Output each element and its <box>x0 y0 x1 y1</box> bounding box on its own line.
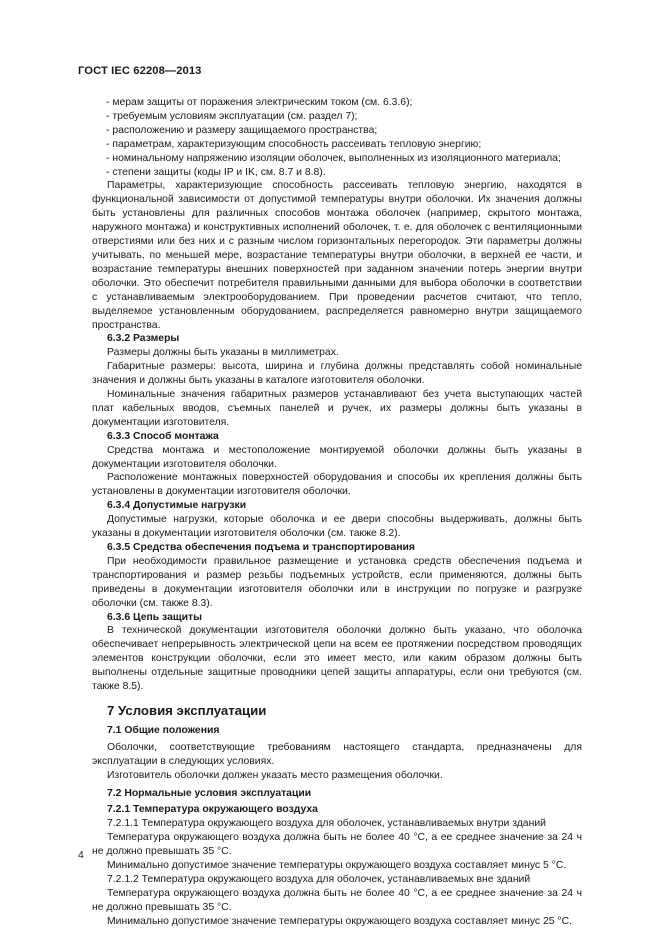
list-item: - расположению и размеру защищаемого пространства; <box>106 124 378 136</box>
paragraph: Допустимые нагрузки, которые оболочка и ее двери способны выдерживать, должны быть указаны в документации изготовителя оболочки (см. также 8.2). <box>92 514 582 540</box>
subsection-title-6-3-5: 6.3.5 Средства обеспечения подъема и транспортирования <box>107 542 415 553</box>
paragraph: Минимально допустимое значение температуры окружающего воздуха составляет минус 25 °С. <box>107 915 572 927</box>
paragraph: Средства монтажа и местоположение монтируемой оболочки должны быть указаны в документации изготовителя оболочки. <box>92 444 582 470</box>
list-item: - требуемым условиям эксплуатации (см. раздел 7); <box>106 110 358 122</box>
list-item: - номинальному напряжению изоляции оболочек, выполненных из изоляционного материала; <box>106 152 561 164</box>
list-item: - мерам защиты от поражения электрическим током (см. 6.3.6); <box>106 97 413 108</box>
section-title-7: 7 Условия эксплуатации <box>107 702 267 718</box>
paragraph: Изготовитель оболочки должен указать место размещения оболочки. <box>107 769 443 781</box>
paragraph: Размеры должны быть указаны в миллиметрах. <box>107 347 339 359</box>
paragraph: Номинальные значения габаритных размеров устанавливают без учета выступающих частей плат кабельных вводов, съемных панелей и ручек, их размеры должны быть указаны в документации изготовителя. <box>92 389 582 428</box>
paragraph: В технической документации изготовителя оболочки должно быть указано, что оболочка обеспечивает непрерывность электрической цепи на всем ее протяжении посредством проводящих элементов конструкции оболочки, если это имеет место, или каким образом должны быть выполнены отдельные защитные проводники цепей защиты аппаратуры, если они требуются (см. также 8.5). <box>92 625 582 693</box>
paragraph: Минимально допустимое значение температуры окружающего воздуха составляет минус 5 °С. <box>107 860 567 872</box>
document-body <box>92 96 582 929</box>
subsection-title-6-3-2: 6.3.2 Размеры <box>107 333 180 345</box>
subsection-title-6-3-3: 6.3.3 Способ монтажа <box>107 430 219 442</box>
clause-title-7-2: 7.2 Нормальные условия эксплуатации <box>107 787 312 799</box>
list-item: - степени защиты (коды IP и IK, см. 8.7 и 8.8). <box>106 166 326 178</box>
paragraph: Расположение монтажных поверхностей оборудования и способы их крепления должны быть установлены в документации изготовителя оболочки. <box>92 472 582 498</box>
document-header: ГОСТ IEC 62208—2013 <box>78 65 202 77</box>
paragraph: Оболочки, соответствующие требованиям настоящего стандарта, предназначены для эксплуатации в следующих условиях. <box>92 741 582 767</box>
subsection-title-6-3-4: 6.3.4 Допустимые нагрузки <box>107 500 247 512</box>
paragraph: Габаритные размеры: высота, ширина и глубина должны представлять собой номинальные значения и должны быть указаны в каталоге изготовителя оболочки. <box>92 361 582 387</box>
list-item: - параметрам, характеризующим способность рассеивать тепловую энергию; <box>106 138 482 150</box>
subsection-title-7-2-1: 7.2.1 Температура окружающего воздуха <box>107 804 318 816</box>
item-7-2-1-2: 7.2.1.2 Температура окружающего воздуха для оболочек, устанавливаемых вне зданий <box>107 873 531 885</box>
paragraph: Температура окружающего воздуха должна быть не более 40 °С, а ее среднее значение за 24 ч не должно превышать 35 °С. <box>92 887 582 913</box>
paragraph-heat: Параметры, характеризующие способность рассеивать тепловую энергию, находятся в функциональной зависимости от допустимой температуры внутри оболочки. Их значения должны быть установлены для различных способов монтажа оболочек (например, скрытого монтажа, наружного монтажа) и конструктивных исполнений оболочек, т. е. для оболочек с вентиляционными отверстиями или без них и с разным числом горизонтальных перегородок. Эти параметры должны учитывать, по меньшей мере, возрастание температуры внутри оболочки, в верхней ее части, и возрастание температуры внешних поверхностей при заданном значении потерь энергии внутри оболочки. Это обеспечит потребителя правильными данными для выбора оболочки в соответствии с устанавливаемым электрооборудованием. При проведении расчетов считают, что тепло, выделяемое установленным оборудованием, распределяется равномерно внутри защищаемого пространства. <box>92 180 582 331</box>
page-number: 4 <box>78 850 84 861</box>
clause-title-7-1: 7.1 Общие положения <box>107 724 220 736</box>
subsection-title-6-3-6: 6.3.6 Цепь защиты <box>107 611 202 623</box>
paragraph: При необходимости правильное размещение и установка средств обеспечения подъема и транспортирования и размер резьбы подъемных устройств, если применяются, должны быть приведены в документации изготовителя оболочки или в инструкции по погрузке и разгрузке оболочки (см. также 8.3). <box>92 555 582 609</box>
item-7-2-1-1: 7.2.1.1 Температура окружающего воздуха для оболочек, устанавливаемых внутри зданий <box>107 818 546 830</box>
paragraph: Температура окружающего воздуха должна быть не более 40 °С, а ее среднее значение за 24 ч не должно превышать 35 °С. <box>92 832 582 858</box>
